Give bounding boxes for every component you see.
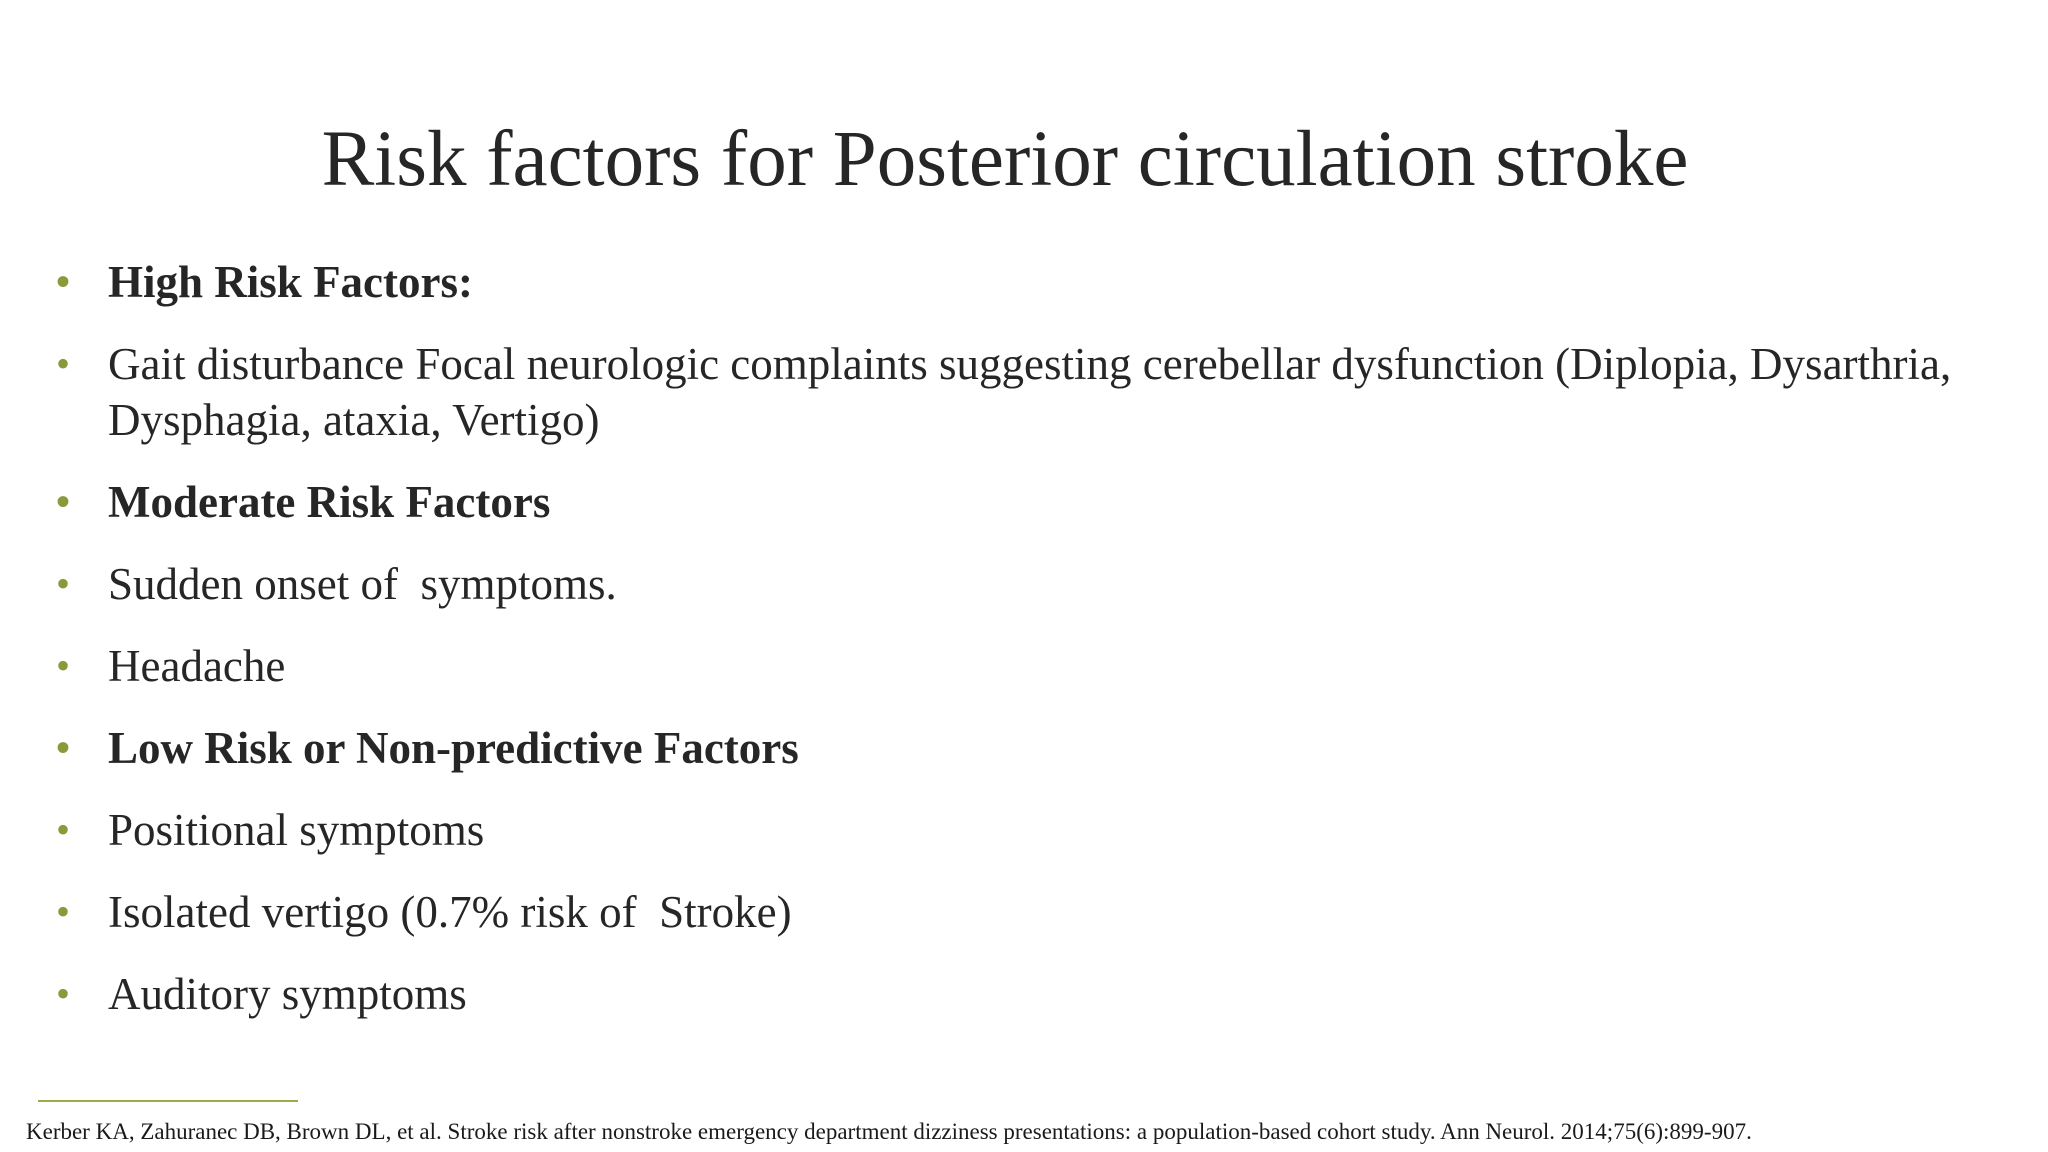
bullet-item-gait-disturbance xyxy=(56,336,1976,448)
bullet-icon: • xyxy=(56,807,71,852)
bullet-item-auditory xyxy=(56,966,1976,1022)
bullet-icon: • xyxy=(56,971,71,1016)
bullet-item-headache xyxy=(56,638,1976,694)
bullet-text: Sudden onset of symptoms. xyxy=(108,559,617,609)
bullet-icon: • xyxy=(56,561,71,606)
bullet-text: High Risk Factors: xyxy=(108,257,473,307)
slide-title: Risk factors for Posterior circulation stroke xyxy=(321,116,1689,203)
bullet-item-moderate-risk-heading xyxy=(56,474,1976,530)
bullet-item-high-risk-heading xyxy=(56,254,1976,310)
bullet-text: Low Risk or Non-predictive Factors xyxy=(108,723,799,773)
bullet-text: Auditory symptoms xyxy=(108,969,467,1019)
bullet-icon: • xyxy=(56,259,71,304)
bullet-icon: • xyxy=(56,725,71,770)
bullet-text: Isolated vertigo (0.7% risk of Stroke) xyxy=(108,887,792,937)
bullet-icon: • xyxy=(56,889,71,934)
bullet-text: Headache xyxy=(108,641,286,691)
bullet-text: Moderate Risk Factors xyxy=(108,477,551,527)
bullet-item-low-risk-heading xyxy=(56,720,1976,776)
bullet-item-isolated-vertigo xyxy=(56,884,1976,940)
bullet-item-positional xyxy=(56,802,1976,858)
bullet-text: Gait disturbance Focal neurologic complaints suggesting cerebellar dysfunction (Diplopia, Dysarthria, Dysphagia, ataxia, Vertigo) xyxy=(108,339,1952,445)
bullet-text: Positional symptoms xyxy=(108,805,485,855)
bullet-list xyxy=(56,254,1976,1048)
footnote-divider xyxy=(38,1100,298,1102)
bullet-icon: • xyxy=(56,341,71,386)
footnote-citation: Kerber KA, Zahuranec DB, Brown DL, et al. Stroke risk after nonstroke emergency department dizziness presentations: a population-based cohort study. Ann Neurol. 2014;75(6):899-907. xyxy=(26,1119,1752,1144)
bullet-item-sudden-onset xyxy=(56,556,1976,612)
bullet-icon: • xyxy=(56,643,71,688)
bullet-icon: • xyxy=(56,479,71,524)
